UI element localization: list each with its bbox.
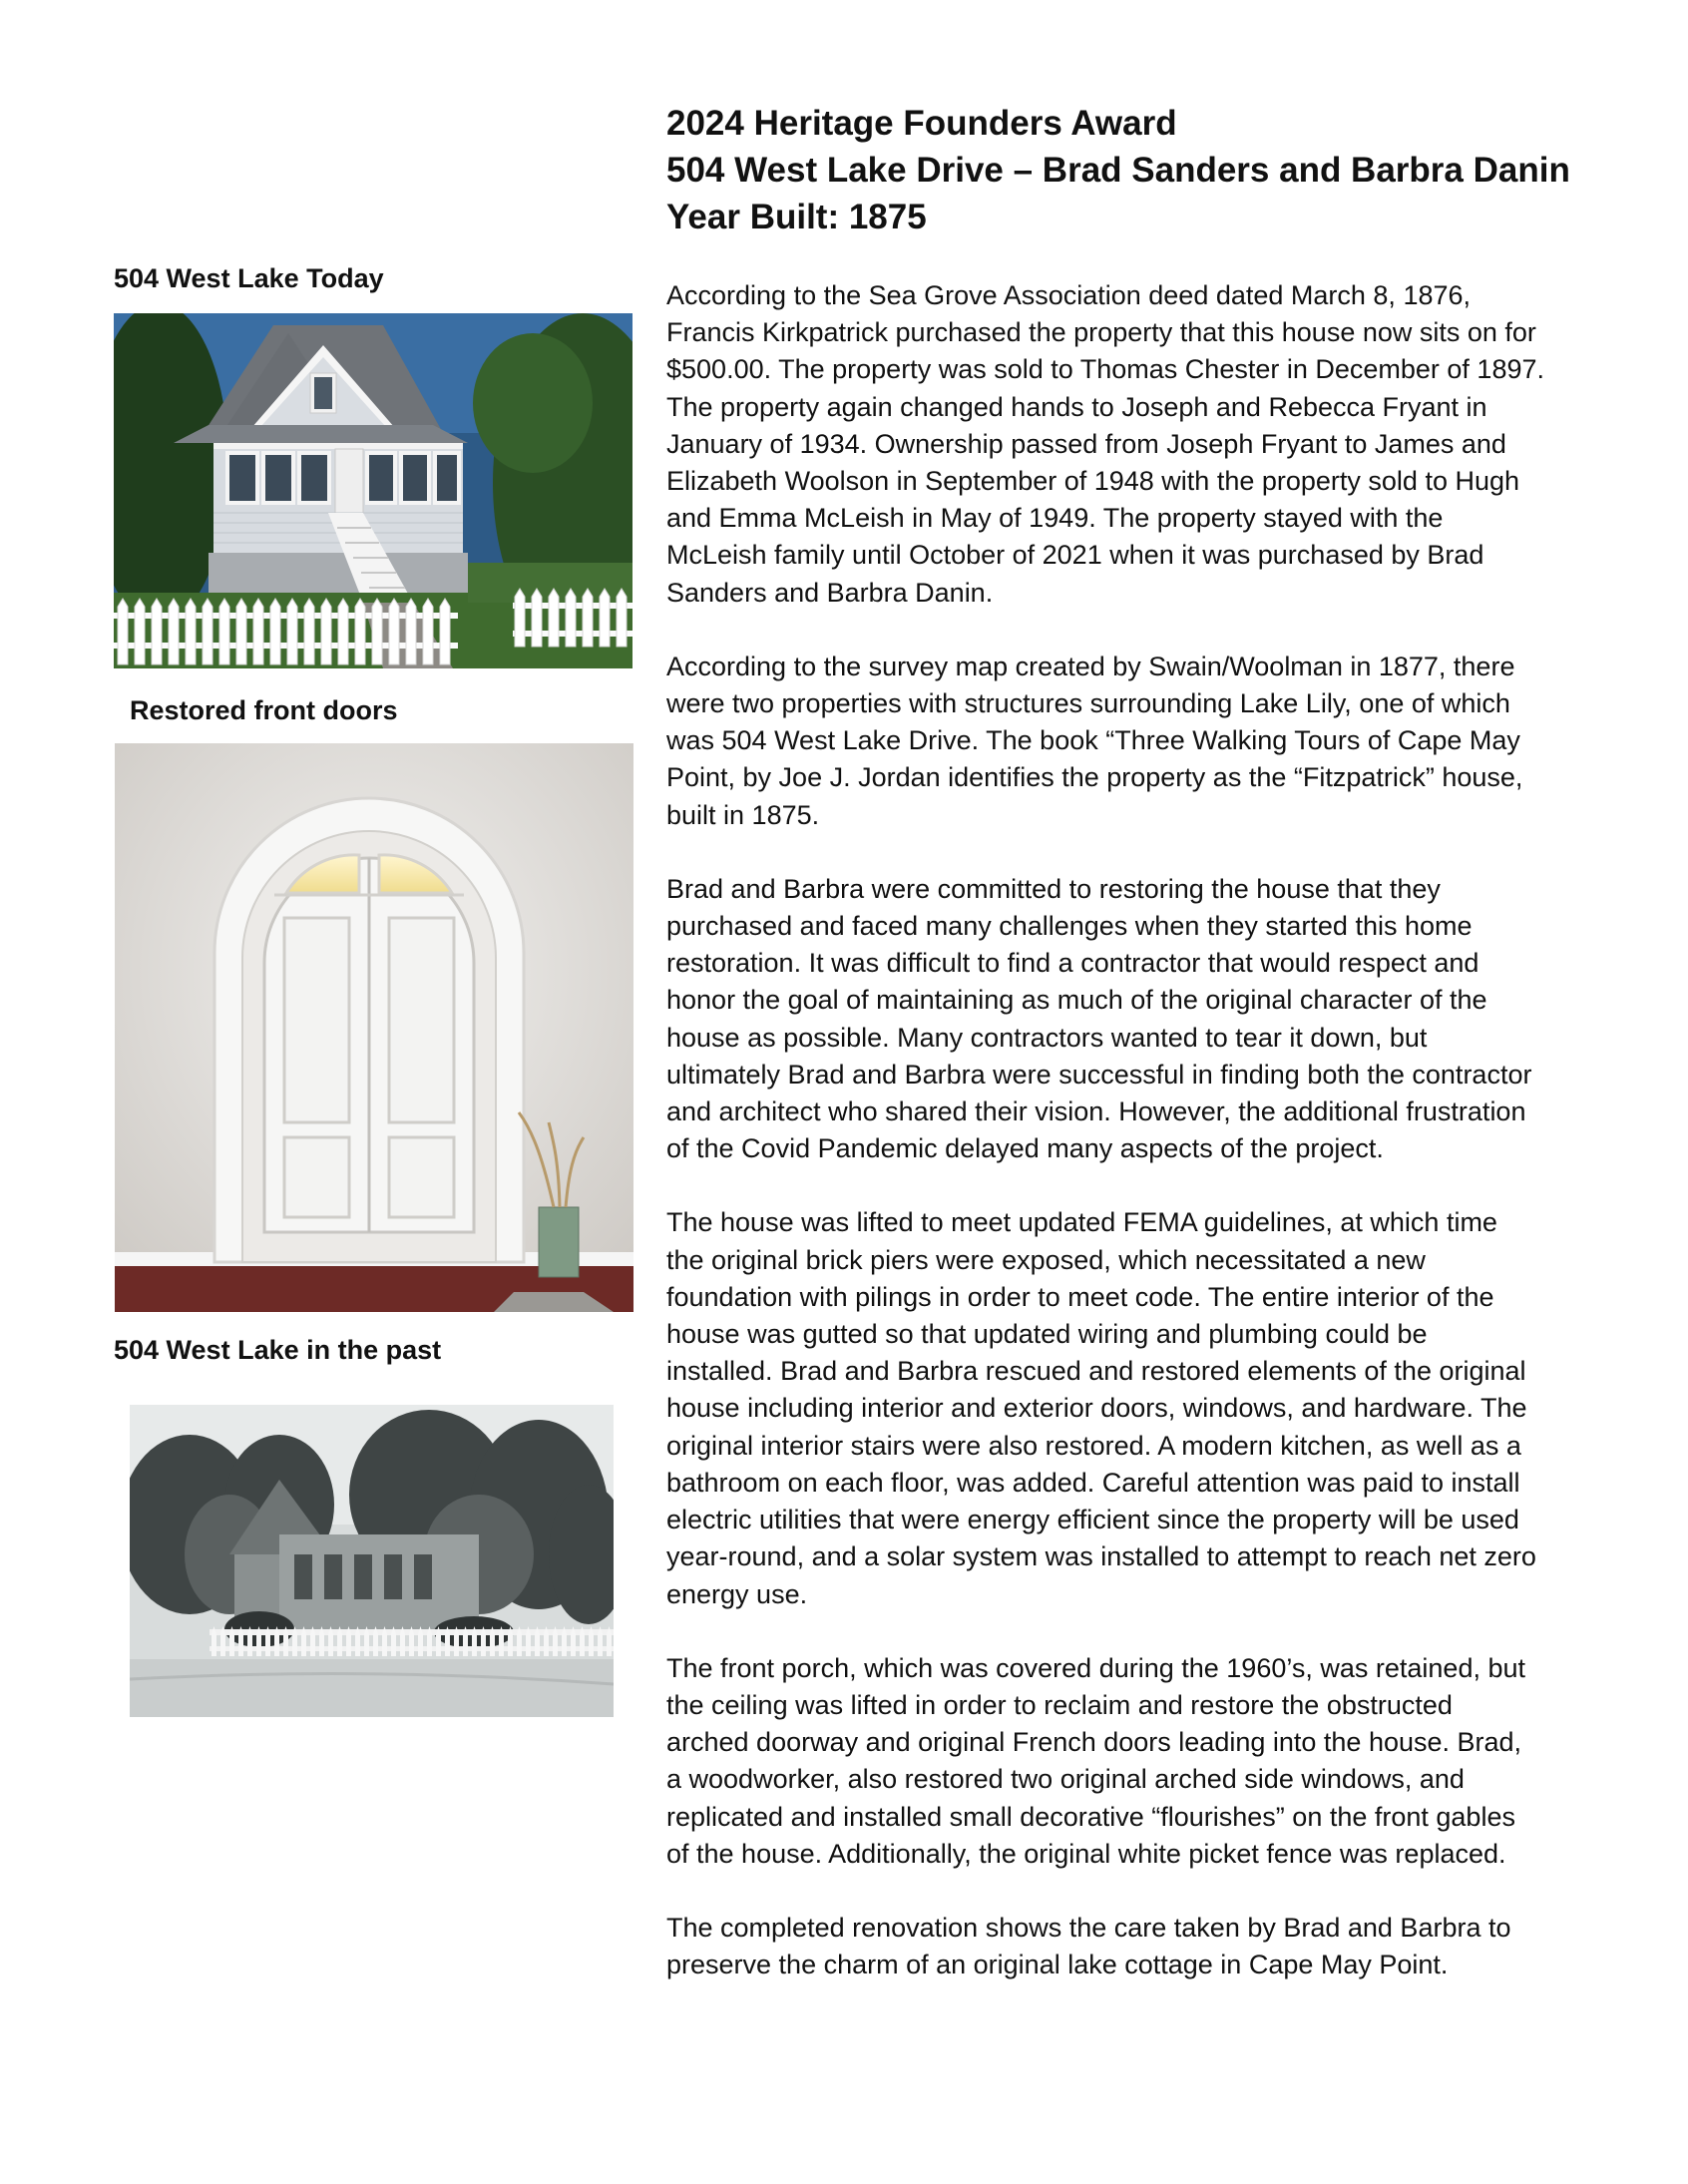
fence-picket xyxy=(338,599,348,664)
fence-picket xyxy=(152,599,162,664)
fence-picket xyxy=(219,599,229,664)
paragraph-6 xyxy=(666,1910,1594,1983)
paragraph-line: foundation with pilings in order to meet code. The entire interior of the xyxy=(666,1281,1494,1312)
fence-picket xyxy=(355,599,365,664)
paragraph-line: Point, by Joe J. Jordan identifies the property as the “Fitzpatrick” house, xyxy=(666,762,1523,793)
paragraph-line: built in 1875. xyxy=(666,799,820,830)
paragraph-line: electric utilities that were energy efficient since the property will be used xyxy=(666,1505,1519,1535)
fence-picket xyxy=(372,599,382,664)
paragraph-line: original interior stairs were also restored. A modern kitchen, as well as a xyxy=(666,1430,1521,1461)
fence-picket xyxy=(440,599,450,664)
fence-picket xyxy=(566,589,576,647)
paragraph-line: purchased and faced many challenges when they started this home xyxy=(666,911,1473,942)
paragraph-line: the original brick piers were exposed, which necessitated a new xyxy=(666,1244,1426,1275)
paragraph-line: The house was lifted to meet updated FEMA guidelines, at which time xyxy=(666,1207,1497,1238)
paragraph-line: The property again changed hands to Joseph and Rebecca Fryant in xyxy=(666,391,1487,422)
paragraph-line: Francis Kirkpatrick purchased the property that this house now sits on for xyxy=(666,317,1536,348)
article-body xyxy=(666,277,1594,2020)
fence-picket xyxy=(600,589,610,647)
paragraph-line: honor the goal of maintaining as much of the original character of the xyxy=(666,985,1487,1016)
caption-today: 504 West Lake Today xyxy=(114,263,384,293)
document-header xyxy=(666,100,1624,240)
photo-house-today xyxy=(114,313,633,668)
paragraph-line: Elizabeth Woolson in September of 1948 with the property sold to Hugh xyxy=(666,466,1520,497)
paragraph-line: preserve the charm of an original lake cottage in Cape May Point. xyxy=(666,1950,1449,1980)
paragraph-line: Sanders and Barbra Danin. xyxy=(666,577,994,608)
paragraph-line: were two properties with structures surrounding Lake Lily, one of which xyxy=(666,688,1510,719)
fence-picket xyxy=(169,599,179,664)
paragraph-line: was 504 West Lake Drive. The book “Three Walking Tours of Cape May xyxy=(666,725,1520,756)
paragraph-5 xyxy=(666,1650,1594,1873)
fence-picket xyxy=(186,599,196,664)
paragraph-2 xyxy=(666,649,1594,834)
fence-picket xyxy=(406,599,416,664)
paragraph-line: $500.00. The property was sold to Thomas Chester in December of 1897. xyxy=(666,354,1544,385)
year-built: Year Built: 1875 xyxy=(666,198,927,236)
paragraph-line: restoration. It was difficult to find a contractor that would respect and xyxy=(666,948,1479,979)
paragraph-3 xyxy=(666,871,1594,1168)
fence-picket xyxy=(532,589,542,647)
photo-house-past xyxy=(130,1405,614,1717)
paragraph-line: the ceiling was lifted in order to reclaim and restore the obstructed xyxy=(666,1689,1453,1720)
paragraph-line: house was gutted so that updated wiring and plumbing could be xyxy=(666,1319,1428,1350)
paragraph-line: McLeish family until October of 2021 when it was purchased by Brad xyxy=(666,540,1484,571)
paragraph-line: of the Covid Pandemic delayed many aspects of the project. xyxy=(666,1133,1384,1164)
paragraph-line: installed. Brad and Barbra rescued and restored elements of the original xyxy=(666,1356,1526,1387)
fence-picket xyxy=(270,599,280,664)
paragraph-1 xyxy=(666,277,1594,612)
paragraph-line: The completed renovation shows the care taken by Brad and Barbra to xyxy=(666,1912,1511,1943)
paragraph-line: According to the survey map created by Swain/Woolman in 1877, there xyxy=(666,651,1515,681)
paragraph-4 xyxy=(666,1204,1594,1612)
front-doors-illustration xyxy=(115,743,633,1312)
paragraph-line: January of 1934. Ownership passed from Joseph Fryant to James and xyxy=(666,428,1506,459)
paragraph-line: bathroom on each floor, was added. Careful attention was paid to install xyxy=(666,1467,1520,1498)
photo-front-doors xyxy=(115,743,633,1312)
paragraph-line: According to the Sea Grove Association deed dated March 8, 1876, xyxy=(666,280,1472,310)
paragraph-line: and architect who shared their vision. However, the additional frustration xyxy=(666,1096,1526,1127)
fence-picket xyxy=(203,599,212,664)
property-title: 504 West Lake Drive – Brad Sanders and Barbra Danin xyxy=(666,151,1570,190)
fence-picket xyxy=(583,589,593,647)
paragraph-line: arched doorway and original French doors leading into the house. Brad, xyxy=(666,1727,1522,1758)
fence-picket xyxy=(389,599,399,664)
paragraph-line: house including interior and exterior doors, windows, and hardware. The xyxy=(666,1393,1527,1424)
fence-picket xyxy=(236,599,246,664)
paragraph-line: house as possible. Many contractors wanted to tear it down, but xyxy=(666,1022,1428,1053)
fence-picket xyxy=(118,599,128,664)
caption-doors: Restored front doors xyxy=(130,695,398,725)
fence-picket xyxy=(321,599,331,664)
fence-picket xyxy=(617,589,627,647)
fence-picket xyxy=(253,599,263,664)
paragraph-line: a woodworker, also restored two original arched side windows, and xyxy=(666,1764,1465,1795)
paragraph-line: Brad and Barbra were committed to restoring the house that they xyxy=(666,873,1441,904)
paragraph-line: and Emma McLeish in May of 1949. The property stayed with the xyxy=(666,503,1444,534)
paragraph-line: ultimately Brad and Barbra were successful in finding both the contractor xyxy=(666,1059,1532,1090)
paragraph-line: replicated and installed small decorative “flourishes” on the front gables xyxy=(666,1801,1515,1832)
fence-picket xyxy=(304,599,314,664)
award-title: 2024 Heritage Founders Award xyxy=(666,104,1177,143)
house-past-illustration xyxy=(130,1405,614,1717)
fence-picket xyxy=(549,589,559,647)
paragraph-line: year-round, and a solar system was installed to attempt to reach net zero xyxy=(666,1541,1536,1572)
paragraph-line: The front porch, which was covered during the 1960’s, was retained, but xyxy=(666,1652,1525,1683)
fence-picket xyxy=(423,599,433,664)
fence-picket xyxy=(135,599,145,664)
paragraph-line: of the house. Additionally, the original white picket fence was replaced. xyxy=(666,1838,1506,1869)
fence-picket xyxy=(287,599,297,664)
paragraph-line: energy use. xyxy=(666,1578,808,1609)
caption-past: 504 West Lake in the past xyxy=(114,1335,442,1365)
house-today-illustration xyxy=(114,313,633,668)
fence-picket xyxy=(515,589,525,647)
